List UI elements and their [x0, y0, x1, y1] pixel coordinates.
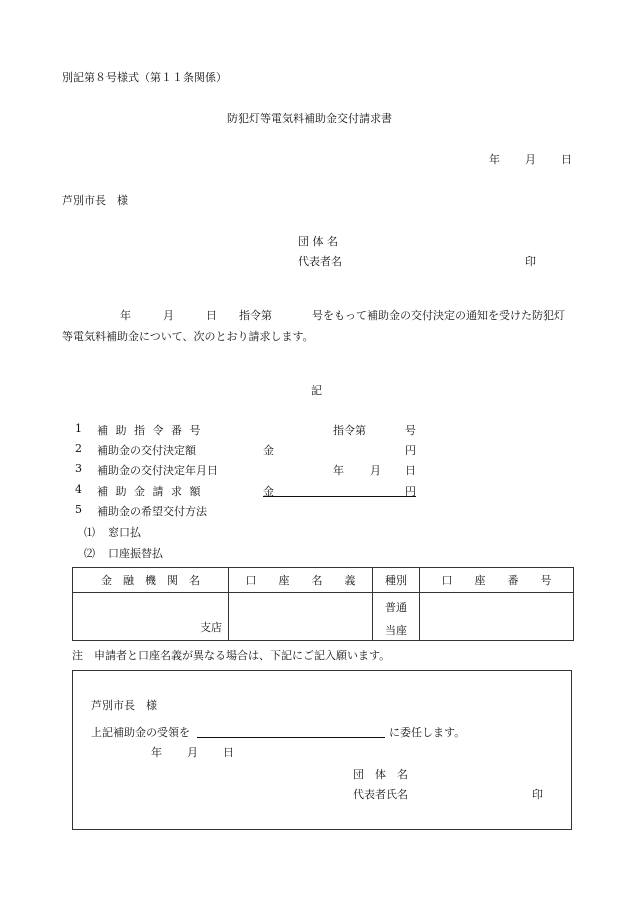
delegate-name-line[interactable] — [197, 725, 385, 738]
method-label: 口座振替払 — [108, 547, 163, 560]
item-value: 金 — [263, 444, 274, 457]
account-number-cell[interactable] — [420, 593, 574, 641]
body-line1: 号をもって補助金の交付決定の通知を受けた防犯灯 — [312, 309, 565, 322]
ki-mark: 記 — [311, 384, 322, 397]
claim-amount-line — [263, 483, 416, 497]
delegation-addressee: 芦別市長 様 — [91, 699, 157, 712]
method-number: ⑵ — [84, 547, 95, 560]
delegation-pre: 上記補助金の受領を — [91, 726, 190, 739]
delegation-seal: 印 — [532, 788, 543, 801]
method-label: 窓口払 — [108, 526, 141, 539]
item-label: 補 助 金 請 求 額 — [97, 485, 203, 498]
org-name-label: 団 体 名 — [298, 235, 338, 248]
delegation-box — [72, 670, 572, 830]
item-value: 円 — [405, 444, 416, 457]
item-value: 日 — [405, 464, 416, 477]
account-type-cell[interactable] — [373, 593, 420, 641]
bank-name-cell[interactable] — [73, 593, 229, 641]
item-label: 補助金の交付決定年月日 — [97, 464, 218, 477]
header-account-type: 種別 — [373, 568, 420, 593]
item-label: 補助金の希望交付方法 — [97, 505, 207, 518]
seal-mark: 印 — [525, 255, 536, 268]
note-text: 注 申請者と口座名義が異なる場合は、下記にご記入願います。 — [72, 649, 391, 662]
item-number: 5 — [75, 503, 82, 516]
item-number: 3 — [75, 462, 82, 475]
branch-label: 支店 — [200, 621, 222, 634]
date-year: 年 — [489, 153, 500, 166]
delegation-year: 年 — [151, 746, 162, 759]
delegation-month: 月 — [187, 746, 198, 759]
document-title: 防犯灯等電気料補助金交付請求書 — [227, 112, 392, 125]
item-value: 金 — [263, 485, 274, 498]
date-day: 日 — [561, 153, 572, 166]
delegation-post: に委任します。 — [389, 726, 466, 739]
form-reference: 別記第８号様式（第１１条関係） — [62, 71, 227, 84]
body-month: 月 — [163, 309, 174, 322]
item-number: 4 — [75, 483, 82, 496]
delegation-org-label: 団 体 名 — [353, 768, 408, 781]
item-number: 1 — [75, 422, 82, 435]
item-label: 補 助 指 令 番 号 — [97, 424, 203, 437]
body-day: 日 — [206, 309, 217, 322]
item-value: 月 — [370, 464, 381, 477]
delegation-day: 日 — [223, 746, 234, 759]
body-line2: 等電気料補助金について、次のとおり請求します。 — [62, 330, 314, 343]
account-holder-cell[interactable] — [229, 593, 373, 641]
method-number: ⑴ — [84, 526, 95, 539]
body-directive-prefix: 指令第 — [239, 309, 272, 322]
bank-account-table — [72, 567, 574, 641]
item-value: 号 — [405, 424, 416, 437]
item-label: 補助金の交付決定額 — [97, 444, 196, 457]
addressee: 芦別市長 様 — [62, 194, 128, 207]
header-bank-name: 金 融 機 関 名 — [73, 568, 229, 593]
delegation-rep-label: 代表者氏名 — [353, 788, 408, 801]
item-value: 指令第 — [333, 424, 366, 437]
type-current: 当座 — [385, 624, 407, 637]
date-month: 月 — [525, 153, 536, 166]
item-number: 2 — [75, 442, 82, 455]
body-year: 年 — [120, 309, 131, 322]
item-value: 年 — [333, 464, 344, 477]
type-ordinary: 普通 — [385, 601, 407, 614]
header-account-number: 口 座 番 号 — [420, 568, 574, 593]
representative-label: 代表者名 — [298, 255, 342, 268]
item-value: 円 — [405, 485, 416, 498]
header-account-holder: 口 座 名 義 — [229, 568, 373, 593]
